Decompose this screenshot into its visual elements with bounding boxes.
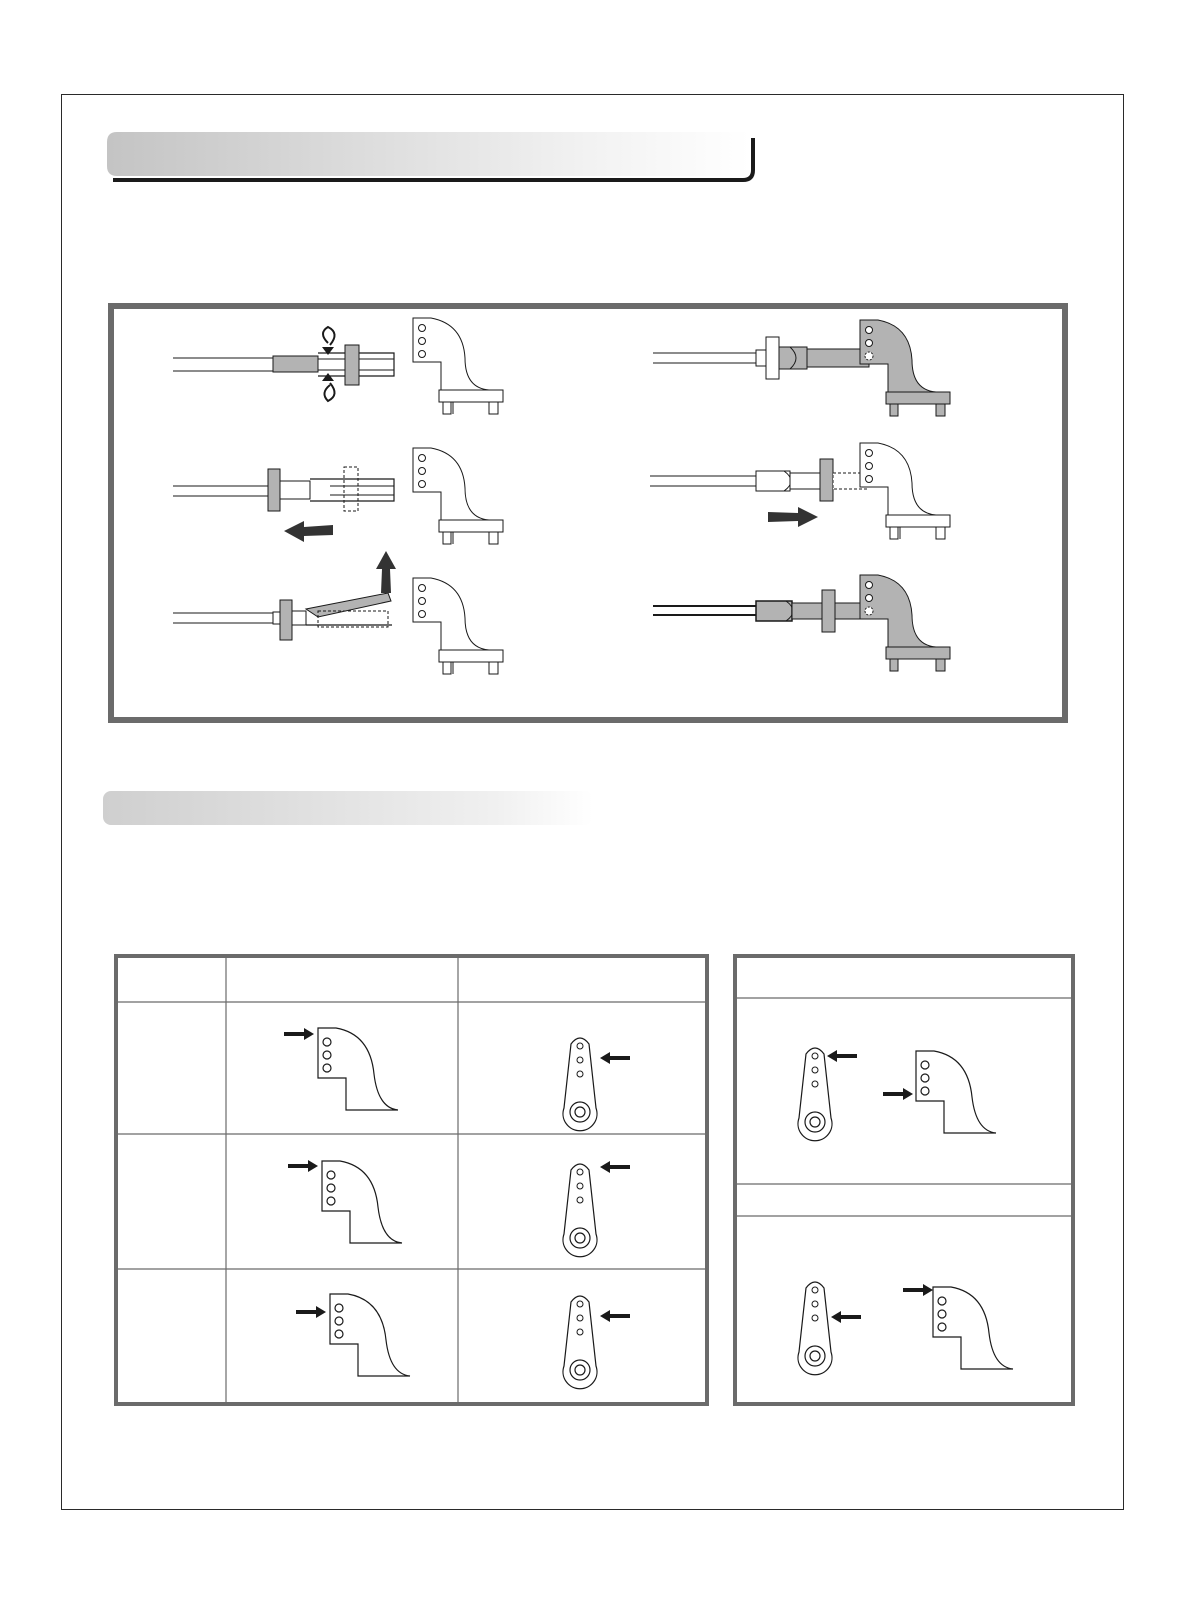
section-banner-primary	[105, 130, 760, 182]
section-banner-secondary	[103, 789, 593, 827]
servo-horn-comparison-table	[733, 954, 1075, 1406]
hole-selection-table	[114, 954, 709, 1406]
linkage-assembly-panel	[108, 303, 1068, 723]
